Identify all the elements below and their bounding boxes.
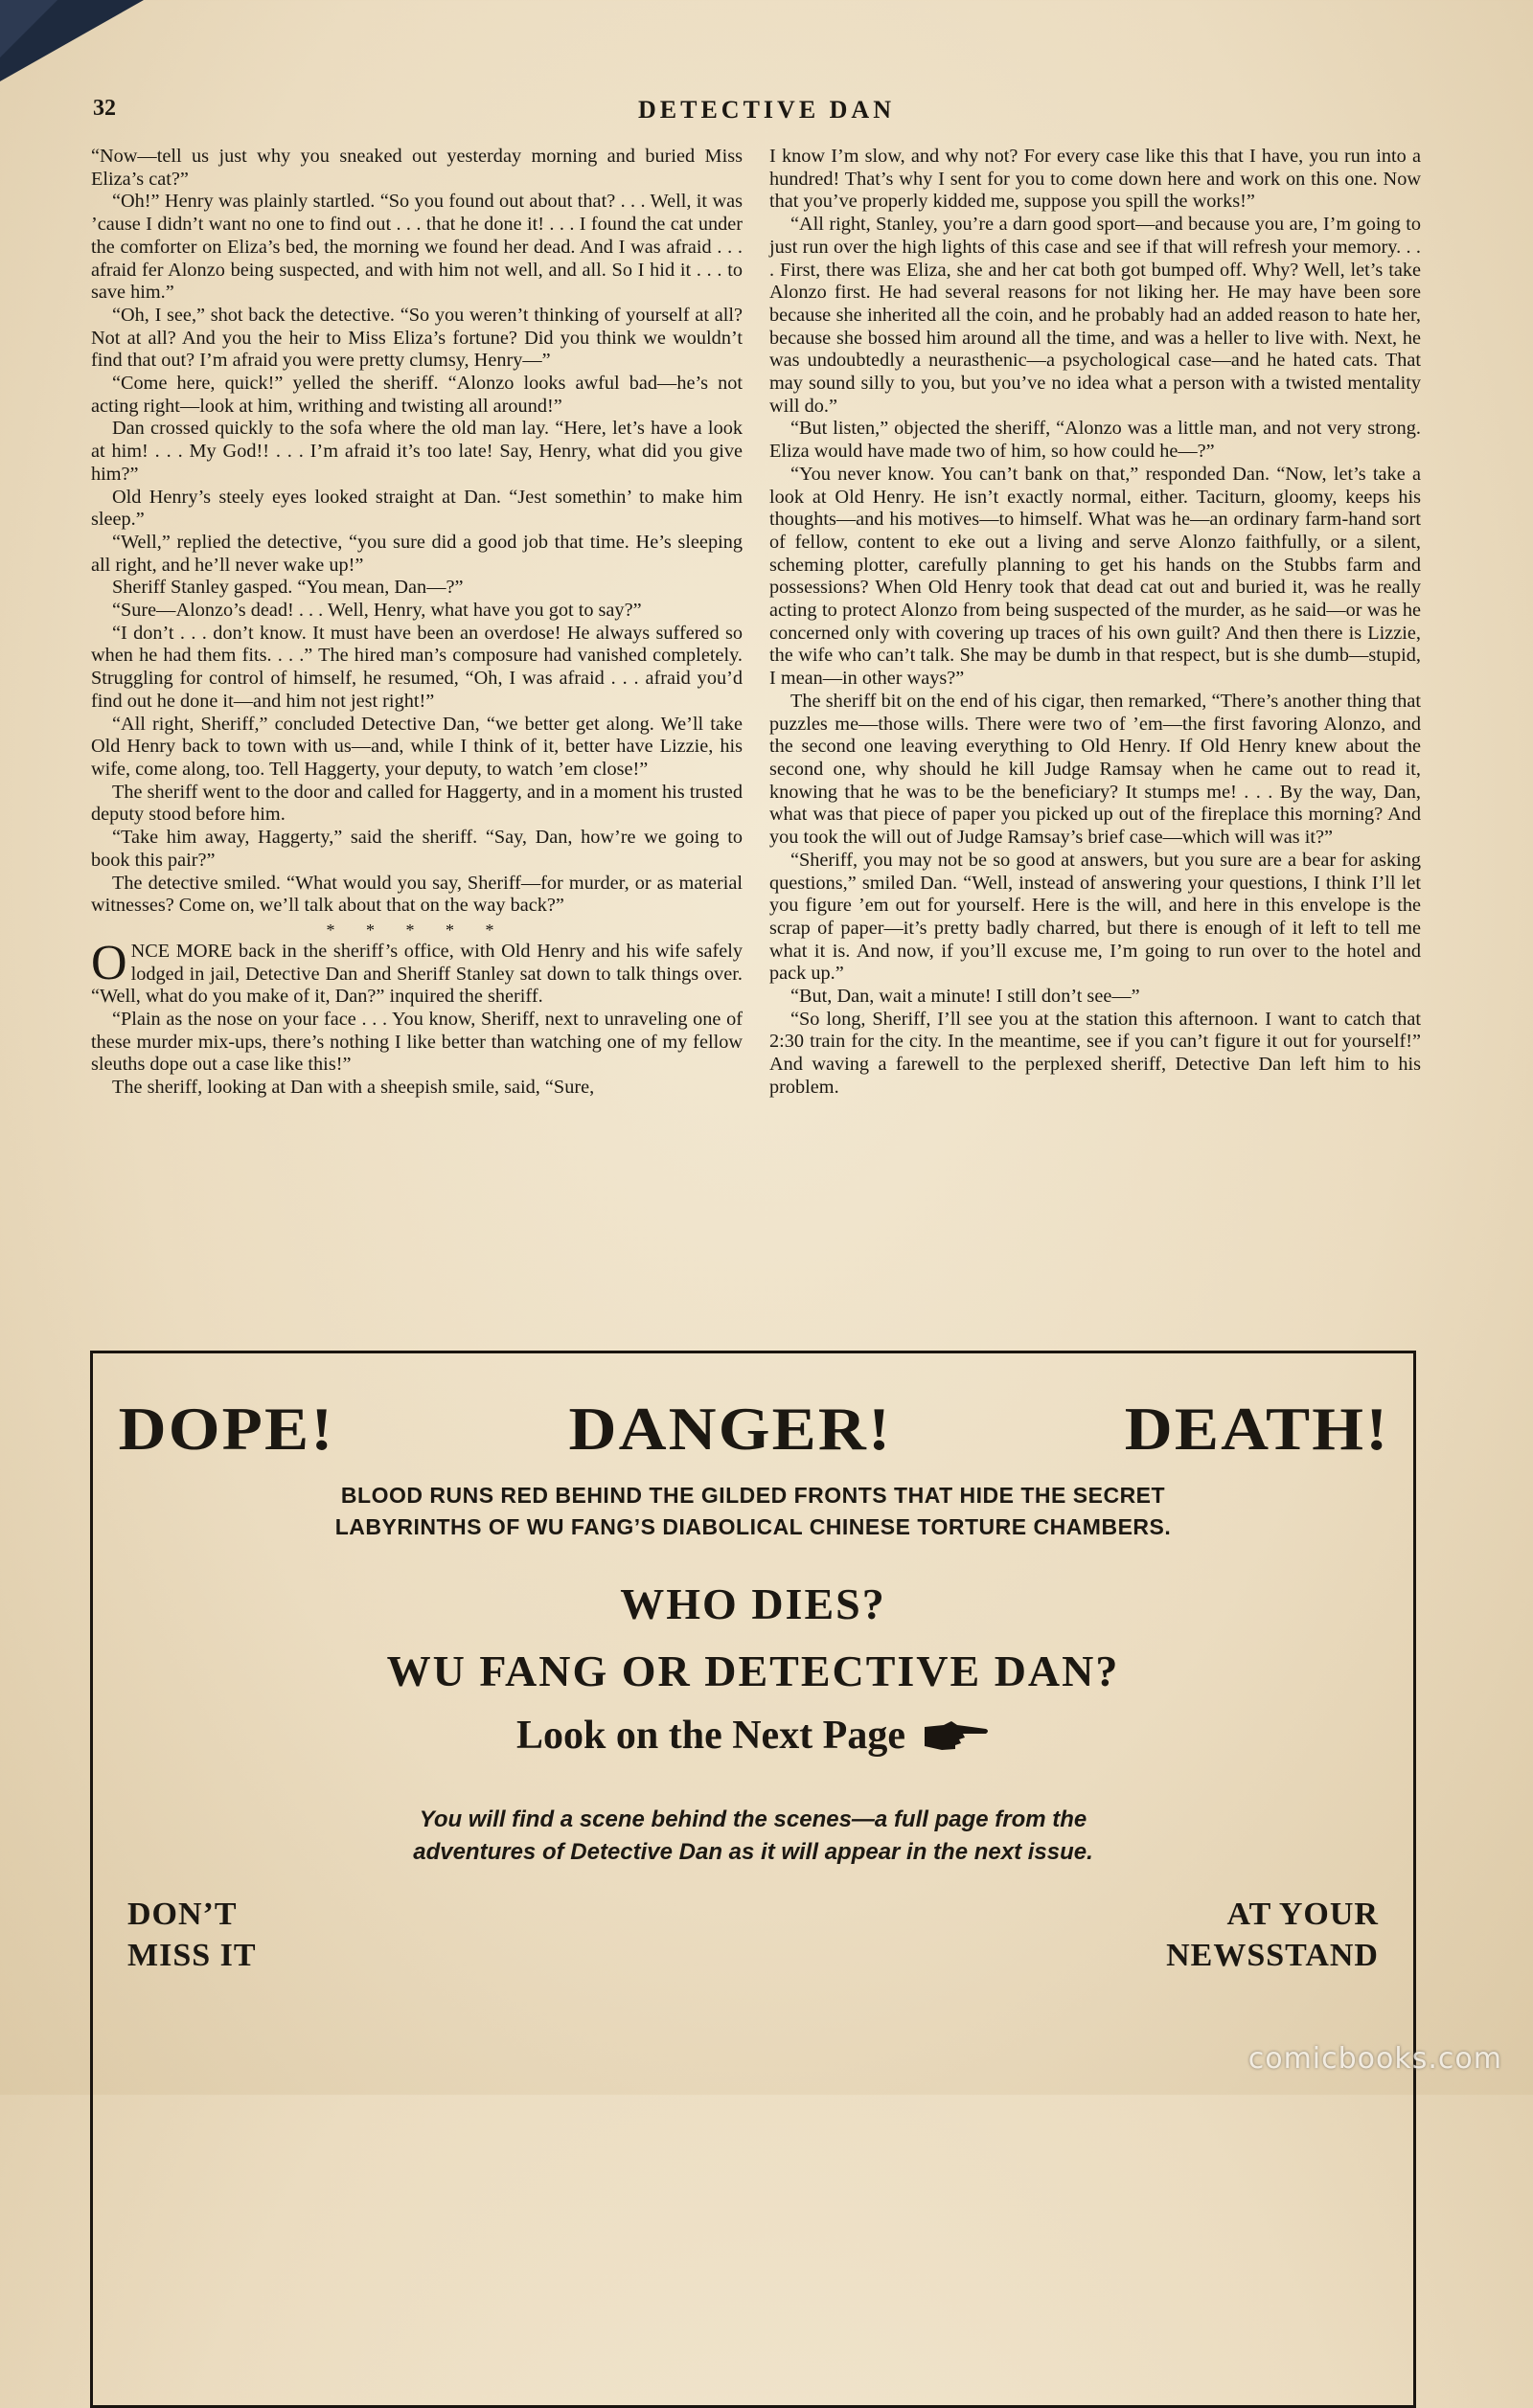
paragraph: “Plain as the nose on your face . . . You know, Sheriff, next to unraveling one of these murder mix-ups, there’s nothing I like better than watching one of my fellow sleuths dope out a case like this!”	[91, 1009, 743, 1076]
ad-tagline-line: LABYRINTHS OF WU FANG’S DIABOLICAL CHINESE TORTURE CHAMBERS.	[334, 1514, 1172, 1539]
ad-who-dies: WHO DIES?	[620, 1579, 886, 1628]
ad-look-next-page	[93, 1713, 1413, 1759]
ad-tagline	[93, 1480, 1413, 1543]
paragraph: “Oh, I see,” shot back the detective. “So you weren’t thinking of yourself at all? Not at all? And you the heir to Miss Eliza’s fortune? Did you think we wouldn’t find that out? I’m afraid you were pretty clumsy, Henry—”	[91, 304, 743, 372]
advertisement-box	[90, 1351, 1416, 2408]
ad-headline-row	[118, 1394, 1390, 1465]
paragraph: “Sure—Alonzo’s dead! . . . Well, Henry, what have you got to say?”	[112, 600, 642, 622]
ad-tagline-line: BLOOD RUNS RED BEHIND THE GILDED FRONTS THAT HIDE THE SECRET	[340, 1483, 1166, 1508]
paragraph: Dan crossed quickly to the sofa where the old man lay. “Here, let’s have a look at him! . . . My God!! . . . I’m afraid it’s too late! Say, Henry, what did you give him?”	[91, 418, 743, 485]
paragraph: Old Henry’s steely eyes looked straight at Dan. “Jest somethin’ to make him sleep.”	[91, 486, 743, 531]
section-break: * * * * *	[326, 920, 508, 940]
watermark: comicbooks.com	[1247, 2042, 1502, 2076]
ad-headline-danger: DANGER!	[568, 1395, 893, 1463]
ad-wu-fang: WU FANG OR DETECTIVE DAN?	[386, 1647, 1120, 1695]
page-number: 32	[93, 96, 116, 121]
ad-atyour-line: AT YOUR	[1226, 1897, 1379, 1932]
drop-cap: O	[91, 935, 127, 990]
paragraph: I know I’m slow, and why not? For every case like this that I have, you run into a hundred! That’s why I sent for you to come down here and work on this one. Now that you’ve properly kidded me, suppose you spill the works!”	[769, 146, 1421, 213]
paragraph: “But listen,” objected the sheriff, “Alonzo was a little man, and not very strong. Eliza would have made two of him, so how could he—?”	[769, 418, 1421, 463]
ad-dont-line: DON’T	[127, 1897, 238, 1932]
ad-look-text: Look on the Next Page	[516, 1714, 905, 1758]
paragraph: “All right, Sheriff,” concluded Detective Dan, “we better get along. We’ll take Old Henry back to town with us—and, while I think of it, better have Lizzie, his wife, come along, too. Tell Haggerty, your deputy, to watch ’em close!”	[91, 713, 743, 780]
paragraph: “You never know. You can’t bank on that,” responded Dan. “Now, let’s take a look at Old Henry. He isn’t exactly normal, either. Taciturn, gloomy, keeps his thoughts—and his motives—to himself. What was he—an ordinary farm-hand sort of fellow, content to eke out a living and serve Alonzo faithfully, or a silent, scheming plotter, carefully planning to get his hands on the Stubbs farm and possessions? When Old Henry took that dead cat out and buried it, was he really acting to protect Alonzo from being suspected of the murder, as he said—or was he concerned only with covering up traces of his own guilt? And then there is Lizzie, the wife who can’t talk. She may be dumb in that respect, but is she dumb—stupid, I mean—in other ways?”	[769, 463, 1421, 690]
torn-corner-inner	[0, 0, 57, 57]
paragraph: The detective smiled. “What would you say, Sheriff—for murder, or as material witnesses? Come on, we’ll talk about that on the way back?”	[91, 872, 743, 917]
paragraph-dropcap	[91, 935, 743, 1009]
right-column	[769, 146, 1421, 1100]
paragraph: “Well,” replied the detective, “you sure did a good job that time. He’s sleeping all right, and he’ll never wake up!”	[91, 531, 743, 576]
ad-dont-miss-it	[127, 1894, 257, 1976]
paragraph: “I don’t . . . don’t know. It must have been an overdose! He always suffered so when he had them fits. . . .” The hired man’s composure had vanished completely. Struggling for control of himself, he resumed, “Oh, I was afraid . . . afraid you’d find out he done it—and him not jest right!”	[91, 622, 743, 712]
running-head: DETECTIVE DAN	[638, 96, 895, 124]
paragraph: “Now—tell us just why you sneaked out yesterday morning and buried Miss Eliza’s cat?”	[91, 146, 743, 190]
paragraph: “Sheriff, you may not be so good at answers, but you sure are a bear for asking questions,” smiled Dan. “Well, instead of answering your questions, I think I’ll let you figure ’em out for yourself. Here is the will, and here in this envelope is the scrap of paper—it’s pretty badly charred, but there is enough of it left to tell me what it is. And now, if you’ll excuse me, I’m going to run over to the hotel and pack up.”	[769, 849, 1421, 985]
ad-dont-line: MISS IT	[127, 1938, 257, 1973]
paragraph: “Oh!” Henry was plainly startled. “So you found out about that? . . . Well, it was ’cause I didn’t want no one to find out . . . that he done it! . . . I found the cat under the comforter on Eliza’s bed, the morning we found her dead. And I was afraid . . . afraid fer Alonzo being suspected, and with him not well, and all. So I hid it . . . to save him.”	[91, 191, 743, 304]
pointing-hand-icon	[923, 1719, 990, 1752]
paragraph: Sheriff Stanley gasped. “You mean, Dan—?”	[112, 577, 464, 599]
paragraph: “Come here, quick!” yelled the sheriff. “Alonzo looks awful bad—he’s not acting right—look at him, writhing and twisting all around!”	[91, 373, 743, 417]
ad-description	[93, 1804, 1413, 1869]
paragraph: The sheriff, looking at Dan with a sheepish smile, said, “Sure,	[112, 1077, 595, 1099]
paragraph: “All right, Stanley, you’re a darn good sport—and because you are, I’m going to just run over the high lights of this case and see if that will refresh your memory. . . . First, there was Eliza, she and her cat both got bumped off. Why? Well, let’s take Alonzo first. He had several reasons for not liking her. He may have been sore because she inherited all the coin, and he probably had an added reason to hate her, because she bossed him around all the time, and was a heller to live with. Next, he was undoubtedly a neurasthenic—a psychological case—and he hated cats. That may sound silly to you, but you’ve no idea what a person with a twisted mentality will do.”	[769, 214, 1421, 417]
paragraph: The sheriff bit on the end of his cigar, then remarked, “There’s another thing that puzzles me—those wills. There were two of ’em—the first favoring Alonzo, and the second one leaving everything to Old Henry. If Old Henry knew about the second one, why should he kill Judge Ramsay when he came out to read it, knowing that he was to be the beneficiary? It stumps me! . . . By the way, Dan, what was that piece of paper you picked up out of the fireplace this morning? And you took the will out of Judge Ramsay’s brief case—which will was it?”	[769, 690, 1421, 849]
ad-at-your-newsstand	[1166, 1894, 1379, 1976]
paragraph-text: NCE MORE back in the sheriff’s office, with Old Henry and his wife safely lodged in jail, Detective Dan and Sheriff Stanley sat down to talk things over. “Well, what do you make of it, Dan?” inquired the sheriff.	[91, 940, 743, 1008]
paragraph: “Take him away, Haggerty,” said the sheriff. “Say, Dan, how’re we going to book this pair?”	[91, 827, 743, 871]
ad-description-line: adventures of Detective Dan as it will appear in the next issue.	[413, 1839, 1093, 1865]
paragraph: “So long, Sheriff, I’ll see you at the station this afternoon. I want to catch that 2:30 train for the city. In the meantime, see if you can’t figure it out for yourself!” And waving a farewell to the perplexed sheriff, Detective Dan left him to his problem.	[769, 1008, 1421, 1098]
paragraph: The sheriff went to the door and called for Haggerty, and in a moment his trusted deputy stood before him.	[91, 781, 743, 826]
ad-description-line: You will find a scene behind the scenes—a full page from the	[419, 1806, 1087, 1832]
ad-headline-dope: DOPE!	[118, 1395, 335, 1463]
ad-headline-death: DEATH!	[1124, 1395, 1390, 1463]
left-column	[91, 146, 743, 1100]
paragraph: “But, Dan, wait a minute! I still don’t see—”	[790, 986, 1140, 1008]
ad-atyour-line: NEWSSTAND	[1166, 1938, 1379, 1973]
